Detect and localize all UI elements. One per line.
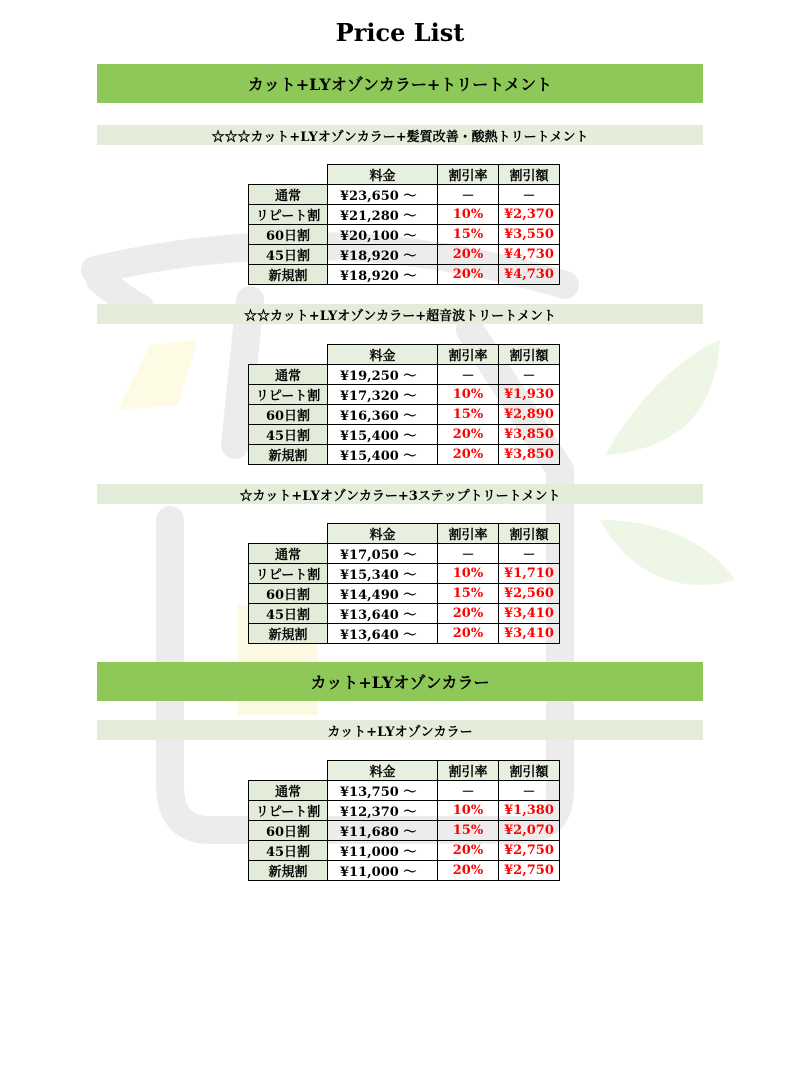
table-row — [249, 185, 560, 205]
row-amount: ¥3,410 — [499, 604, 560, 624]
table-header-row — [249, 524, 560, 544]
row-label: リピート割 — [249, 205, 328, 225]
table-row — [249, 385, 560, 405]
row-fee: ¥20,100 ～ — [328, 225, 438, 245]
row-rate: 10% — [438, 801, 499, 821]
row-fee: ¥21,280 ～ — [328, 205, 438, 225]
row-rate: 10% — [438, 205, 499, 225]
table-row — [249, 544, 560, 564]
table-row — [249, 604, 560, 624]
price-table-cut-color — [248, 760, 560, 881]
table-row — [249, 781, 560, 801]
subsection-title-ultrasonic-treatment: ☆☆カット+LYオゾンカラー+超音波トリートメント — [97, 304, 703, 324]
row-fee: ¥16,360 ～ — [328, 405, 438, 425]
price-table-ultrasonic-treatment — [248, 344, 560, 465]
row-rate: 20% — [438, 861, 499, 881]
row-rate: 20% — [438, 425, 499, 445]
header-amount: 割引額 — [499, 345, 560, 365]
table-row — [249, 801, 560, 821]
section-banner-cut-color: カット+LYオゾンカラー — [97, 662, 703, 701]
table-row — [249, 425, 560, 445]
header-fee: 料金 — [328, 345, 438, 365]
row-amount: ¥2,560 — [499, 584, 560, 604]
table-row — [249, 225, 560, 245]
table-row — [249, 265, 560, 285]
row-label: 通常 — [249, 365, 328, 385]
row-fee: ¥13,640 ～ — [328, 624, 438, 644]
table-row — [249, 365, 560, 385]
row-fee: ¥15,400 ～ — [328, 445, 438, 465]
row-amount: ¥3,410 — [499, 624, 560, 644]
row-label: 新規割 — [249, 624, 328, 644]
row-amount: － — [499, 365, 560, 385]
header-rate: 割引率 — [438, 165, 499, 185]
price-table-premium-treatment — [248, 164, 560, 285]
price-table-3step-treatment — [248, 523, 560, 644]
row-amount: ¥3,550 — [499, 225, 560, 245]
row-label: 60日割 — [249, 225, 328, 245]
row-amount: ¥1,380 — [499, 801, 560, 821]
row-label: 通常 — [249, 544, 328, 564]
row-rate: － — [438, 185, 499, 205]
table-row — [249, 445, 560, 465]
row-fee: ¥15,340 ～ — [328, 564, 438, 584]
row-fee: ¥17,320 ～ — [328, 385, 438, 405]
table-header-row — [249, 345, 560, 365]
row-rate: － — [438, 544, 499, 564]
row-amount: ¥2,750 — [499, 841, 560, 861]
row-label: 新規割 — [249, 445, 328, 465]
header-rate: 割引率 — [438, 524, 499, 544]
row-amount: ¥2,370 — [499, 205, 560, 225]
row-label: 通常 — [249, 185, 328, 205]
table-row — [249, 861, 560, 881]
row-label: 通常 — [249, 781, 328, 801]
header-rate: 割引率 — [438, 345, 499, 365]
row-amount: ¥1,930 — [499, 385, 560, 405]
table-row — [249, 405, 560, 425]
table-row — [249, 205, 560, 225]
row-fee: ¥13,640 ～ — [328, 604, 438, 624]
header-amount: 割引額 — [499, 761, 560, 781]
row-rate: 20% — [438, 604, 499, 624]
row-rate: 20% — [438, 445, 499, 465]
table-row — [249, 245, 560, 265]
table-row — [249, 821, 560, 841]
row-label: 45日割 — [249, 245, 328, 265]
subsection-title-cut-color: カット+LYオゾンカラー — [97, 720, 703, 740]
row-fee: ¥19,250 ～ — [328, 365, 438, 385]
subsection-title-3step-treatment: ☆カット+LYオゾンカラー+3ステップトリートメント — [97, 484, 703, 504]
row-label: 45日割 — [249, 604, 328, 624]
row-fee: ¥15,400 ～ — [328, 425, 438, 445]
row-rate: 15% — [438, 584, 499, 604]
row-amount: ¥4,730 — [499, 265, 560, 285]
row-fee: ¥18,920 ～ — [328, 265, 438, 285]
header-fee: 料金 — [328, 761, 438, 781]
table-row — [249, 624, 560, 644]
row-fee: ¥11,680 ～ — [328, 821, 438, 841]
row-fee: ¥13,750 ～ — [328, 781, 438, 801]
row-fee: ¥18,920 ～ — [328, 245, 438, 265]
row-label: 45日割 — [249, 425, 328, 445]
row-rate: 10% — [438, 385, 499, 405]
row-amount: － — [499, 781, 560, 801]
row-amount: ¥2,750 — [499, 861, 560, 881]
row-label: リピート割 — [249, 801, 328, 821]
header-rate: 割引率 — [438, 761, 499, 781]
row-label: 新規割 — [249, 265, 328, 285]
row-amount: ¥1,710 — [499, 564, 560, 584]
row-amount: － — [499, 185, 560, 205]
header-fee: 料金 — [328, 524, 438, 544]
row-fee: ¥12,370 ～ — [328, 801, 438, 821]
row-fee: ¥14,490 ～ — [328, 584, 438, 604]
subsection-title-premium-treatment: ☆☆☆カット+LYオゾンカラー+髪質改善・酸熱トリートメント — [97, 125, 703, 145]
row-fee: ¥11,000 ～ — [328, 841, 438, 861]
row-rate: 10% — [438, 564, 499, 584]
row-rate: 20% — [438, 265, 499, 285]
row-label: 新規割 — [249, 861, 328, 881]
row-amount: ¥3,850 — [499, 425, 560, 445]
table-header-row — [249, 165, 560, 185]
row-rate: － — [438, 781, 499, 801]
page-title: Price List — [335, 18, 465, 47]
header-amount: 割引額 — [499, 165, 560, 185]
row-rate: 15% — [438, 405, 499, 425]
row-label: リピート割 — [249, 385, 328, 405]
table-row — [249, 564, 560, 584]
header-amount: 割引額 — [499, 524, 560, 544]
row-label: 60日割 — [249, 821, 328, 841]
row-rate: 20% — [438, 245, 499, 265]
table-row — [249, 584, 560, 604]
row-rate: 15% — [438, 821, 499, 841]
row-rate: － — [438, 365, 499, 385]
row-fee: ¥11,000 ～ — [328, 861, 438, 881]
header-fee: 料金 — [328, 165, 438, 185]
section-banner-cut-color-treatment: カット+LYオゾンカラー+トリートメント — [97, 64, 703, 103]
row-amount: ¥2,070 — [499, 821, 560, 841]
row-rate: 15% — [438, 225, 499, 245]
table-row — [249, 841, 560, 861]
row-amount: ¥3,850 — [499, 445, 560, 465]
row-amount: ¥4,730 — [499, 245, 560, 265]
row-rate: 20% — [438, 624, 499, 644]
row-rate: 20% — [438, 841, 499, 861]
table-header-row — [249, 761, 560, 781]
row-fee: ¥23,650 ～ — [328, 185, 438, 205]
row-label: リピート割 — [249, 564, 328, 584]
row-label: 45日割 — [249, 841, 328, 861]
row-amount: ¥2,890 — [499, 405, 560, 425]
row-label: 60日割 — [249, 405, 328, 425]
row-amount: － — [499, 544, 560, 564]
row-label: 60日割 — [249, 584, 328, 604]
row-fee: ¥17,050 ～ — [328, 544, 438, 564]
